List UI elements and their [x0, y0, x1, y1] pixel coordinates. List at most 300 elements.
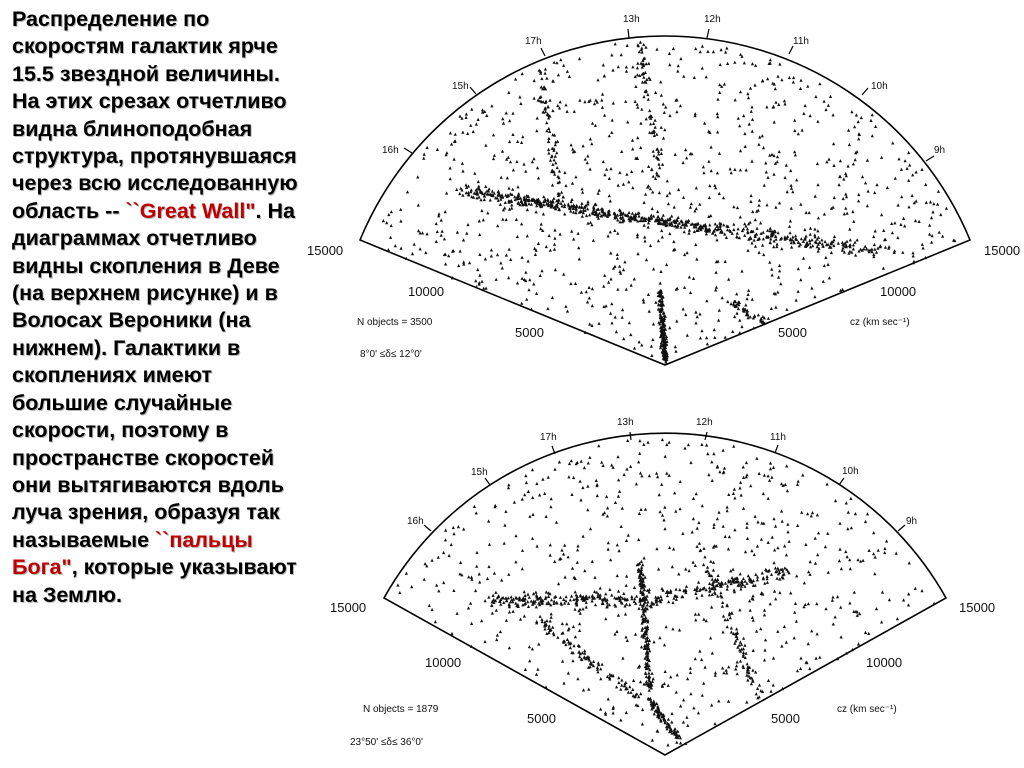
galaxy-point [773, 561, 776, 564]
galaxy-point [550, 616, 553, 619]
galaxy-point [535, 673, 538, 676]
galaxy-point [494, 591, 497, 594]
hour-tick-label: 10h [842, 466, 859, 477]
galaxy-point [648, 588, 651, 591]
galaxy-point [689, 692, 692, 695]
galaxy-point [581, 486, 584, 489]
galaxy-point [585, 594, 588, 597]
galaxy-point [838, 522, 841, 525]
galaxy-point [616, 574, 619, 577]
galaxy-point [810, 514, 813, 517]
galaxy-point [701, 504, 704, 507]
galaxy-point [470, 622, 473, 625]
hour-tick-label: 17h [540, 432, 557, 443]
galaxy-point [462, 527, 465, 530]
galaxy-point [604, 617, 607, 620]
galaxy-point [727, 547, 730, 550]
galaxy-point [783, 566, 786, 569]
galaxy-point [625, 584, 628, 587]
galaxy-point [883, 551, 886, 554]
galaxy-point [644, 606, 647, 609]
galaxy-point [736, 631, 739, 634]
galaxy-point [763, 474, 766, 477]
galaxy-point [811, 511, 814, 514]
axis-label: cz (km sec⁻¹) [837, 704, 897, 715]
galaxy-point [545, 619, 548, 622]
galaxy-point [637, 460, 640, 463]
galaxy-point [745, 652, 748, 655]
galaxy-point [663, 682, 666, 685]
galaxy-point [675, 690, 678, 693]
galaxy-point [756, 687, 759, 690]
galaxy-point [704, 666, 707, 669]
galaxy-point [585, 605, 588, 608]
galaxy-point [571, 659, 574, 662]
galaxy-point [619, 688, 622, 691]
galaxy-point [816, 553, 819, 556]
galaxy-point [750, 549, 753, 552]
galaxy-point [592, 660, 595, 663]
galaxy-point [727, 665, 730, 668]
galaxy-point [742, 476, 745, 479]
galaxy-point [694, 592, 697, 595]
galaxy-point [625, 574, 628, 577]
galaxy-point [728, 535, 731, 538]
galaxy-point [628, 685, 631, 688]
radial-label-left: 10000 [425, 655, 462, 670]
galaxy-point [553, 600, 556, 603]
radial-label-right: 5000 [771, 711, 800, 726]
galaxy-point [729, 569, 732, 572]
galaxy-point [816, 513, 819, 516]
galaxy-point [658, 636, 661, 639]
galaxy-point [679, 507, 682, 510]
galaxy-point [610, 593, 613, 596]
galaxy-point [667, 600, 670, 603]
galaxy-point [603, 596, 606, 599]
galaxy-point [595, 479, 598, 482]
galaxy-point [774, 597, 777, 600]
galaxy-point [880, 620, 883, 623]
galaxy-point [840, 567, 843, 570]
galaxy-point [572, 644, 575, 647]
galaxy-point [781, 520, 784, 523]
galaxy-point [672, 547, 675, 550]
galaxy-point [620, 678, 623, 681]
galaxy-point [510, 595, 513, 598]
galaxy-point [697, 613, 700, 616]
galaxy-point [514, 602, 517, 605]
galaxy-point [601, 663, 604, 666]
galaxy-point [593, 576, 596, 579]
galaxy-point [759, 627, 762, 630]
galaxy-point [621, 656, 624, 659]
galaxy-point [528, 596, 531, 599]
galaxy-point [845, 501, 848, 504]
galaxy-point [764, 638, 767, 641]
galaxy-point [676, 730, 679, 733]
galaxy-point [733, 588, 736, 591]
galaxy-point [670, 720, 673, 723]
galaxy-point [587, 688, 590, 691]
galaxy-point [679, 704, 682, 707]
galaxy-point [507, 483, 510, 486]
galaxy-point [572, 598, 575, 601]
galaxy-point [827, 571, 830, 574]
galaxy-point [850, 526, 853, 529]
galaxy-point [708, 582, 711, 585]
galaxy-point [549, 619, 552, 622]
galaxy-point [836, 595, 839, 598]
galaxy-point [657, 567, 660, 570]
galaxy-point [473, 505, 476, 508]
galaxy-point [756, 578, 759, 581]
galaxy-point [431, 559, 434, 562]
galaxy-point [588, 456, 591, 459]
dec-range-label: 23°50' ≤δ≤ 36°0' [350, 737, 423, 748]
galaxy-point [606, 506, 609, 509]
galaxy-point [545, 590, 548, 593]
galaxy-point [527, 605, 530, 608]
galaxy-point [521, 549, 524, 552]
galaxy-point [528, 645, 531, 648]
galaxy-point [602, 464, 605, 467]
galaxy-point [660, 483, 663, 486]
galaxy-point [773, 548, 776, 551]
galaxy-point [664, 455, 667, 458]
galaxy-point [712, 452, 715, 455]
galaxy-point [724, 535, 727, 538]
galaxy-point [437, 589, 440, 592]
galaxy-point [733, 488, 736, 491]
galaxy-point [487, 519, 490, 522]
galaxy-point [751, 616, 754, 619]
galaxy-point [548, 624, 551, 627]
galaxy-point [744, 550, 747, 553]
galaxy-point [692, 706, 695, 709]
galaxy-point [570, 594, 573, 597]
galaxy-point [736, 672, 739, 675]
galaxy-point [682, 720, 685, 723]
galaxy-point [826, 482, 829, 485]
galaxy-point [646, 603, 649, 606]
galaxy-point [513, 501, 516, 504]
galaxy-point [642, 443, 645, 446]
galaxy-point [519, 618, 522, 621]
galaxy-point [726, 509, 729, 512]
galaxy-point [796, 669, 799, 672]
galaxy-point [885, 539, 888, 542]
galaxy-point [574, 635, 577, 638]
galaxy-point [528, 659, 531, 662]
galaxy-point [632, 679, 635, 682]
galaxy-point [755, 692, 758, 695]
galaxy-point [580, 460, 583, 463]
galaxy-point [625, 711, 628, 714]
galaxy-point [710, 460, 713, 463]
galaxy-point [667, 718, 670, 721]
galaxy-point [796, 483, 799, 486]
galaxy-point [671, 627, 674, 630]
galaxy-point [818, 656, 821, 659]
galaxy-point [526, 593, 529, 596]
galaxy-point [707, 473, 710, 476]
n-objects-label: N objects = 3500 [357, 317, 433, 328]
galaxy-point [883, 547, 886, 550]
galaxy-point [767, 541, 770, 544]
galaxy-point [662, 518, 665, 521]
galaxy-point [586, 508, 589, 511]
galaxy-point [534, 591, 537, 594]
galaxy-point [470, 576, 473, 579]
galaxy-point [591, 560, 594, 563]
galaxy-point [643, 556, 646, 559]
galaxy-point [549, 505, 552, 508]
galaxy-point [895, 552, 898, 555]
galaxy-point [712, 561, 715, 564]
galaxy-point [665, 625, 668, 628]
galaxy-point [867, 632, 870, 635]
galaxy-point [442, 581, 445, 584]
galaxy-point [689, 671, 692, 674]
galaxy-point [550, 497, 553, 500]
galaxy-point [762, 492, 765, 495]
galaxy-point [764, 568, 767, 571]
galaxy-point [437, 556, 440, 559]
galaxy-point [583, 569, 586, 572]
galaxy-point [484, 599, 487, 602]
galaxy-point [776, 577, 779, 580]
galaxy-point [571, 567, 574, 570]
hour-tick-label: 9h [934, 145, 946, 156]
galaxy-point [456, 612, 459, 615]
galaxy-point [685, 716, 688, 719]
galaxy-point [570, 493, 573, 496]
galaxy-point [543, 492, 546, 495]
galaxy-point [544, 595, 547, 598]
galaxy-point [816, 632, 819, 635]
galaxy-point [398, 591, 401, 594]
galaxy-point [521, 567, 524, 570]
galaxy-point [708, 593, 711, 596]
galaxy-point [637, 607, 640, 610]
galaxy-point [569, 598, 572, 601]
galaxy-point [618, 490, 621, 493]
galaxy-point [735, 664, 738, 667]
galaxy-point [606, 514, 609, 517]
hour-tick-label: 11h [793, 36, 809, 47]
galaxy-point [539, 615, 542, 618]
galaxy-points-lower [396, 438, 935, 747]
galaxy-point [797, 480, 800, 483]
galaxy-point [848, 558, 851, 561]
galaxy-point [705, 443, 708, 446]
galaxy-point [808, 667, 811, 670]
galaxy-point [724, 582, 727, 585]
galaxy-point [564, 575, 567, 578]
galaxy-point [574, 590, 577, 593]
galaxy-point [702, 563, 705, 566]
galaxy-point [694, 564, 697, 567]
galaxy-point [834, 499, 837, 502]
galaxy-point [687, 443, 690, 446]
galaxy-point [639, 692, 642, 695]
galaxy-point [712, 526, 715, 529]
galaxy-point [747, 574, 750, 577]
galaxy-point [632, 694, 635, 697]
galaxy-point [572, 476, 575, 479]
galaxy-point [637, 538, 640, 541]
galaxy-point [838, 559, 841, 562]
galaxy-point [576, 561, 579, 564]
galaxy-point [480, 619, 483, 622]
galaxy-point [639, 680, 642, 683]
galaxy-point [739, 587, 742, 590]
galaxy-point [625, 603, 628, 606]
galaxy-point [450, 632, 453, 635]
galaxy-point [854, 512, 857, 515]
galaxy-point [474, 589, 477, 592]
galaxy-point [711, 479, 714, 482]
galaxy-point [767, 474, 770, 477]
galaxy-point [769, 461, 772, 464]
galaxy-point [626, 439, 629, 442]
galaxy-point [795, 620, 798, 623]
galaxy-point [617, 676, 620, 679]
galaxy-point [783, 625, 786, 628]
galaxy-point [770, 690, 773, 693]
galaxy-point [535, 482, 538, 485]
galaxy-point [579, 594, 582, 597]
galaxy-point [846, 527, 849, 530]
galaxy-point [817, 531, 820, 534]
galaxy-point [607, 697, 610, 700]
galaxy-point [641, 627, 644, 630]
galaxy-point [596, 494, 599, 497]
galaxy-point [655, 472, 658, 475]
galaxy-point [717, 511, 720, 514]
galaxy-point [616, 543, 619, 546]
description-part-1: Распределение по скоростям галактик ярче 15.5 звездной величины. На этих срезах отчетливо видна блиноподобная структура, протянувшаяся через всю исследованную область -- [12, 7, 298, 223]
galaxy-point [730, 626, 733, 629]
galaxy-point [540, 618, 543, 621]
galaxy-point [814, 537, 817, 540]
galaxy-point [616, 455, 619, 458]
galaxy-point [785, 464, 788, 467]
galaxy-point [531, 496, 534, 499]
galaxy-point [756, 544, 759, 547]
galaxy-point [710, 703, 713, 706]
galaxy-point [508, 610, 511, 613]
galaxy-point [663, 506, 666, 509]
galaxy-point [543, 627, 546, 630]
galaxy-point [745, 526, 748, 529]
galaxy-point [604, 711, 607, 714]
galaxy-point [568, 462, 571, 465]
galaxy-point [588, 595, 591, 598]
galaxy-point [678, 628, 681, 631]
hour-tick-label: 12h [696, 417, 713, 428]
galaxy-point [695, 596, 698, 599]
galaxy-point [523, 590, 526, 593]
galaxy-point [671, 601, 674, 604]
galaxy-point [746, 537, 749, 540]
galaxy-point [676, 673, 679, 676]
galaxy-point [713, 722, 716, 725]
galaxy-point [766, 581, 769, 584]
galaxy-point [739, 659, 742, 662]
galaxy-point [723, 466, 726, 469]
galaxy-point [702, 682, 705, 685]
galaxy-point [559, 596, 562, 599]
galaxy-point [651, 738, 654, 741]
galaxy-point [561, 622, 564, 625]
galaxy-point [709, 560, 712, 563]
galaxy-point [609, 558, 612, 561]
galaxy-point [591, 599, 594, 602]
galaxy-point [475, 511, 478, 514]
galaxy-point [826, 532, 829, 535]
galaxy-point [640, 560, 643, 563]
galaxy-point [793, 611, 796, 614]
galaxy-point [721, 601, 724, 604]
galaxy-point [410, 585, 413, 588]
galaxy-point [758, 472, 761, 475]
galaxy-point [807, 570, 810, 573]
galaxy-point [424, 562, 427, 565]
galaxy-point [738, 608, 741, 611]
galaxy-point [814, 562, 817, 565]
galaxy-point [528, 515, 531, 518]
galaxy-point [726, 587, 729, 590]
galaxy-point [712, 568, 715, 571]
galaxy-point [647, 642, 650, 645]
galaxy-point [734, 667, 737, 670]
galaxy-point [635, 482, 638, 485]
galaxy-point [512, 610, 515, 613]
galaxy-point [701, 694, 704, 697]
galaxy-point [514, 534, 517, 537]
galaxy-point [745, 461, 748, 464]
galaxy-point [873, 572, 876, 575]
galaxy-point [694, 618, 697, 621]
galaxy-point [620, 525, 623, 528]
galaxy-point [660, 598, 663, 601]
galaxy-point [902, 598, 905, 601]
galaxy-point [444, 529, 447, 532]
galaxy-point [536, 668, 539, 671]
galaxy-point [673, 491, 676, 494]
galaxy-point [859, 560, 862, 563]
galaxy-point [526, 600, 529, 603]
galaxy-point [500, 578, 503, 581]
galaxy-point [547, 476, 550, 479]
galaxy-point [857, 642, 860, 645]
galaxy-point [467, 575, 470, 578]
galaxy-point [806, 512, 809, 515]
galaxy-point [768, 479, 771, 482]
galaxy-point [742, 577, 745, 580]
galaxy-point [550, 598, 553, 601]
galaxy-point [824, 607, 827, 610]
galaxy-point [848, 601, 851, 604]
galaxy-point [674, 510, 677, 513]
galaxy-point [617, 681, 620, 684]
galaxy-point [639, 508, 642, 511]
galaxy-point [667, 684, 670, 687]
galaxy-point [847, 511, 850, 514]
galaxy-point [799, 667, 802, 670]
